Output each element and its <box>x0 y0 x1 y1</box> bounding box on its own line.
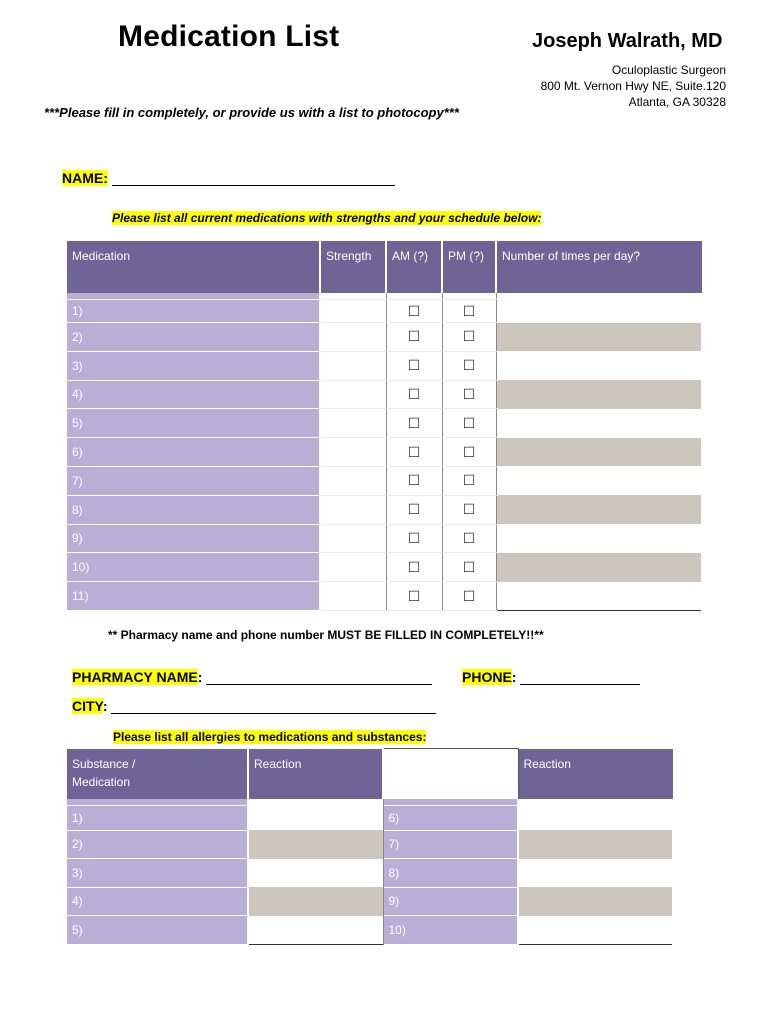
allergy-right-reaction[interactable] <box>518 859 673 888</box>
medication-row <box>67 438 702 467</box>
name-input-line[interactable] <box>112 171 395 186</box>
allergy-left-label[interactable]: 5) <box>67 916 248 945</box>
times-per-day-cell[interactable] <box>496 351 702 380</box>
strength-cell[interactable] <box>320 524 386 553</box>
allergy-right-label[interactable]: 6) <box>383 805 518 830</box>
strength-cell[interactable] <box>320 466 386 495</box>
medication-row <box>67 409 702 438</box>
allergy-left-reaction[interactable] <box>248 887 383 916</box>
pm-checkbox[interactable]: ☐ <box>442 380 496 409</box>
am-checkbox[interactable]: ☐ <box>386 495 442 524</box>
pm-checkbox[interactable]: ☐ <box>442 524 496 553</box>
medication-row <box>67 351 702 380</box>
am-checkbox[interactable]: ☐ <box>386 466 442 495</box>
strength-cell[interactable] <box>320 495 386 524</box>
allergy-right-reaction[interactable] <box>518 805 673 830</box>
strength-cell[interactable] <box>320 380 386 409</box>
am-checkbox[interactable]: ☐ <box>386 351 442 380</box>
medication-row <box>67 323 702 352</box>
strength-cell[interactable] <box>320 438 386 467</box>
medication-row-label[interactable]: 5) <box>67 409 320 438</box>
col-reaction-right: Reaction <box>518 749 673 799</box>
allergy-left-reaction[interactable] <box>248 805 383 830</box>
col-times-per-day: Number of times per day? <box>496 241 702 293</box>
doctor-name: Joseph Walrath, MD <box>532 30 723 52</box>
allergy-row <box>67 887 673 916</box>
allergy-left-reaction[interactable] <box>248 859 383 888</box>
city-field: CITY: <box>72 698 436 714</box>
pm-checkbox[interactable]: ☐ <box>442 582 496 611</box>
allergy-left-reaction[interactable] <box>248 916 383 945</box>
allergy-left-label[interactable]: 3) <box>67 859 248 888</box>
allergy-right-label[interactable]: 8) <box>383 859 518 888</box>
pharmacy-name-input-line[interactable] <box>206 670 432 685</box>
times-per-day-cell[interactable] <box>496 438 702 467</box>
times-per-day-cell[interactable] <box>496 582 702 611</box>
name-field <box>62 170 395 186</box>
pm-checkbox[interactable]: ☐ <box>442 466 496 495</box>
am-checkbox[interactable]: ☐ <box>386 553 442 582</box>
medication-row <box>67 553 702 582</box>
pm-checkbox[interactable]: ☐ <box>442 438 496 467</box>
pharmacy-name-label: PHARMACY NAME <box>72 669 198 685</box>
allergy-row <box>67 805 673 830</box>
am-checkbox[interactable]: ☐ <box>386 323 442 352</box>
allergy-right-reaction[interactable] <box>518 916 673 945</box>
times-per-day-cell[interactable] <box>496 409 702 438</box>
allergy-right-reaction[interactable] <box>518 830 673 859</box>
col-reaction-left: Reaction <box>248 749 383 799</box>
medication-row-label[interactable]: 4) <box>67 380 320 409</box>
pharmacy-name-field: PHARMACY NAME: <box>72 669 432 685</box>
city-label: CITY <box>72 698 103 714</box>
times-per-day-cell[interactable] <box>496 323 702 352</box>
doctor-address <box>541 62 726 110</box>
medication-row-label[interactable]: 6) <box>67 438 320 467</box>
strength-cell[interactable] <box>320 300 386 323</box>
page-title: Medication List <box>118 20 340 53</box>
times-per-day-cell[interactable] <box>496 524 702 553</box>
times-per-day-cell[interactable] <box>496 380 702 409</box>
medication-row <box>67 524 702 553</box>
medication-row-label[interactable]: 10) <box>67 553 320 582</box>
medication-row-label[interactable]: 11) <box>67 582 320 611</box>
pm-checkbox[interactable]: ☐ <box>442 323 496 352</box>
specialty: Oculoplastic Surgeon <box>611 63 726 77</box>
allergy-left-label[interactable]: 4) <box>67 887 248 916</box>
strength-cell[interactable] <box>320 553 386 582</box>
medication-row-label[interactable]: 3) <box>67 351 320 380</box>
col-am: AM (?) <box>386 241 442 293</box>
am-checkbox[interactable]: ☐ <box>386 524 442 553</box>
medication-row <box>67 300 702 323</box>
am-checkbox[interactable]: ☐ <box>386 380 442 409</box>
allergy-header-row <box>67 749 673 799</box>
col-medication: Medication <box>67 241 320 293</box>
times-per-day-cell[interactable] <box>496 553 702 582</box>
medication-row-label[interactable]: 2) <box>67 323 320 352</box>
col-substance: Substance / Medication <box>67 749 248 799</box>
allergy-left-label[interactable]: 2) <box>67 830 248 859</box>
name-label: NAME: <box>62 170 108 186</box>
allergy-right-label[interactable]: 9) <box>383 887 518 916</box>
col-pm: PM (?) <box>442 241 496 293</box>
medication-row <box>67 380 702 409</box>
allergy-right-reaction[interactable] <box>518 887 673 916</box>
medication-row-label[interactable]: 9) <box>67 524 320 553</box>
strength-cell[interactable] <box>320 582 386 611</box>
am-checkbox[interactable]: ☐ <box>386 409 442 438</box>
medication-row-label[interactable]: 1) <box>67 300 320 323</box>
pm-checkbox[interactable]: ☐ <box>442 409 496 438</box>
medication-row-label[interactable]: 7) <box>67 466 320 495</box>
strength-cell[interactable] <box>320 323 386 352</box>
pm-checkbox[interactable]: ☐ <box>442 495 496 524</box>
strength-cell[interactable] <box>320 351 386 380</box>
allergy-right-label[interactable]: 10) <box>383 916 518 945</box>
allergy-left-reaction[interactable] <box>248 830 383 859</box>
times-per-day-cell[interactable] <box>496 466 702 495</box>
strength-cell[interactable] <box>320 409 386 438</box>
pm-checkbox[interactable]: ☐ <box>442 553 496 582</box>
medication-row <box>67 495 702 524</box>
am-checkbox[interactable]: ☐ <box>386 582 442 611</box>
medication-row-label[interactable]: 8) <box>67 495 320 524</box>
allergy-right-label[interactable]: 7) <box>383 830 518 859</box>
city-input-line[interactable] <box>111 699 436 714</box>
phone-input-line[interactable] <box>520 670 640 685</box>
address-line-2: Atlanta, GA 30328 <box>628 95 726 109</box>
am-checkbox[interactable]: ☐ <box>386 300 442 323</box>
am-checkbox[interactable]: ☐ <box>386 438 442 467</box>
phone-label: PHONE <box>462 669 512 685</box>
times-per-day-cell[interactable] <box>496 300 702 323</box>
allergy-row <box>67 859 673 888</box>
medication-row <box>67 466 702 495</box>
pm-checkbox[interactable]: ☐ <box>442 300 496 323</box>
times-per-day-cell[interactable] <box>496 495 702 524</box>
allergy-left-label[interactable]: 1) <box>67 805 248 830</box>
medication-header-row <box>67 241 702 293</box>
medication-row <box>67 582 702 611</box>
pm-checkbox[interactable]: ☐ <box>442 351 496 380</box>
medication-table <box>67 241 703 611</box>
pharmacy-note: ** Pharmacy name and phone number MUST BE FILLED IN COMPLETELY!!** <box>108 628 544 642</box>
phone-field: PHONE: <box>462 669 640 685</box>
col-blank <box>383 749 518 799</box>
allergy-hint: Please list all allergies to medications and substances: <box>113 730 427 744</box>
allergy-table <box>67 748 674 945</box>
fill-instruction: ***Please fill in completely, or provide us with a list to photocopy*** <box>44 105 459 120</box>
allergy-row <box>67 916 673 945</box>
address-line-1: 800 Mt. Vernon Hwy NE, Suite.120 <box>540 79 726 93</box>
allergy-row <box>67 830 673 859</box>
medication-hint: Please list all current medications with strengths and your schedule below: <box>112 211 542 225</box>
col-strength: Strength <box>320 241 386 293</box>
